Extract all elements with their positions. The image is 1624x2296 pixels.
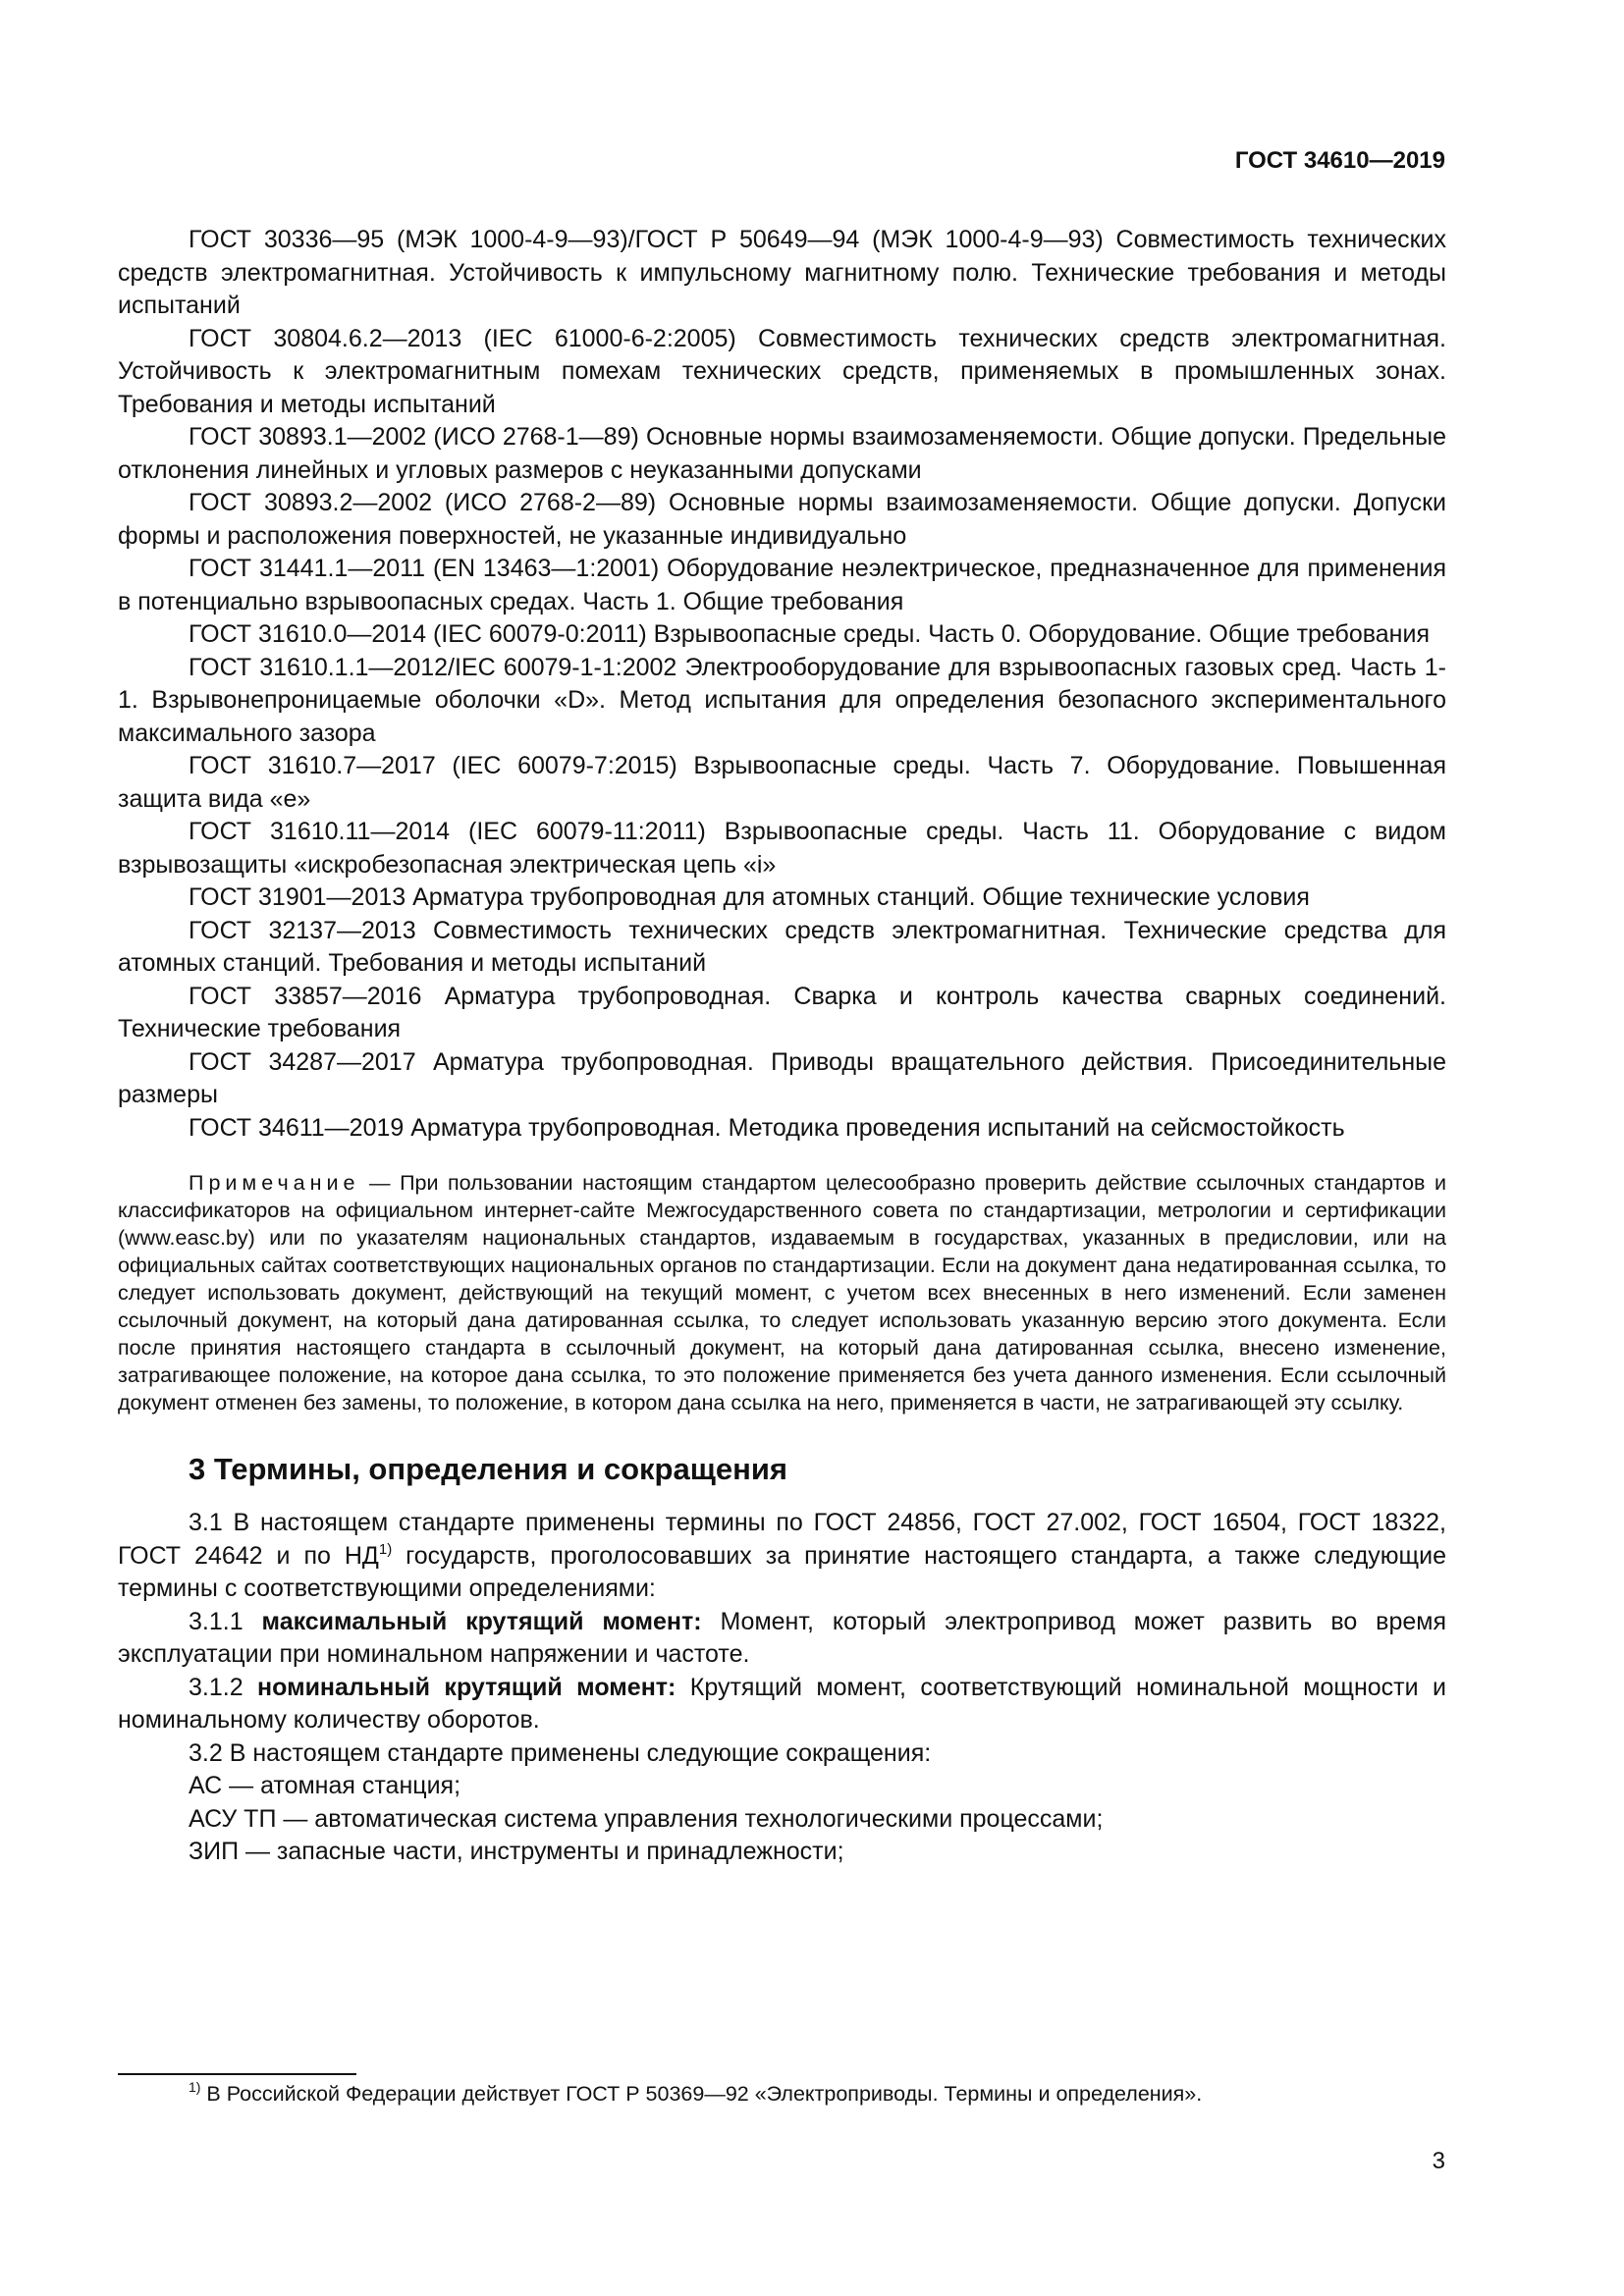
page-number: 3 [1432, 2148, 1445, 2174]
clause-3-1-text-cont: государств, проголосовавших за принятие настоящего стандарта, а также следующие термины с соответствующими определениями: [118, 1541, 1446, 1602]
abbreviation-item: АСУ ТП — автоматическая система управления технологическими процессами; [189, 1804, 1104, 1833]
section-title: 3 Термины, определения и сокращения [189, 1452, 787, 1486]
reference-item: ГОСТ 30336—95 (МЭК 1000-4-9—93)/ГОСТ Р 50649—94 (МЭК 1000-4-9—93) Совместимость технических средств электромагнитная. Устойчивость к импульсному магнитному полю. Технические требования и методы испытаний [118, 226, 1446, 319]
clause-3-2: 3.2 В настоящем стандарте применены следующие сокращения: [189, 1738, 932, 1767]
reference-item: ГОСТ 31610.0—2014 (IEC 60079-0:2011) Взрывоопасные среды. Часть 0. Оборудование. Общие требования [189, 620, 1430, 648]
footnote-text: В Российской Федерации действует ГОСТ Р 50369—92 «Электроприводы. Термины и определения». [200, 2082, 1203, 2106]
reference-item: ГОСТ 32137—2013 Совместимость технических средств электромагнитная. Технические средства для атомных станций. Требования и методы испытаний [118, 916, 1446, 977]
document-code-header: ГОСТ 34610—2019 [1234, 147, 1445, 174]
reference-item: ГОСТ 33857—2016 Арматура трубопроводная. Сварка и контроль качества сварных соединений. Технические требования [118, 982, 1446, 1042]
reference-item: ГОСТ 30804.6.2—2013 (IEC 61000-6-2:2005) Совместимость технических средств электромагнитная. Устойчивость к электромагнитным помехам технических средств, применяемых в промышленных зонах. Требования и методы испытаний [118, 324, 1446, 418]
term-number: 3.1.1 [189, 1607, 262, 1635]
reference-item: ГОСТ 34611—2019 Арматура трубопроводная. Методика проведения испытаний на сейсмостойкость [189, 1113, 1345, 1142]
term-3-1-1 [118, 1606, 1446, 1672]
footnote-divider [118, 2073, 356, 2075]
footnote-marker: 1) [189, 2079, 201, 2095]
reference-item: ГОСТ 30893.2—2002 (ИСО 2768-2—89) Основные нормы взаимозаменяемости. Общие допуски. Допуски формы и расположения поверхностей, не указанные индивидуально [118, 489, 1446, 550]
clause-3-1-text: 3.1 В настоящем стандарте применены термины по ГОСТ 24856, ГОСТ 27.002, ГОСТ 16504, ГОСТ 18322, ГОСТ 24642 и по НД [118, 1509, 1446, 1570]
reference-item: ГОСТ 31901—2013 Арматура трубопроводная для атомных станций. Общие технические условия [189, 883, 1310, 911]
reference-item: ГОСТ 31610.7—2017 (IEC 60079-7:2015) Взрывоопасные среды. Часть 7. Оборудование. Повышенная защита вида «е» [118, 752, 1446, 813]
term-name: номинальный крутящий момент: [257, 1673, 677, 1701]
reference-item: ГОСТ 31441.1—2011 (EN 13463—1:2001) Оборудование неэлектрическое, предназначенное для применения в потенциально взрывоопасных средах. Часть 1. Общие требования [118, 555, 1446, 615]
note-text: — При пользовании настоящим стандартом целесообразно проверить действие ссылочных стандартов и классификаторов на официальном интернет-сайте Межгосударственного совета по стандартизации, метрологии и сертификации (www.easc.by) или по указателям национальных стандартов, издаваемым в государствах, указанных в предисловии, или на официальных сайтах соответствующих национальных органов по стандартизации. Если на документ дана недатированная ссылка, то следует использовать документ, действующий на текущий момент, с учетом всех внесенных в него изменений. Если заменен ссылочный документ, на который дана датированная ссылка, то следует использовать указанную версию этого документа. Если после принятия настоящего стандарта в ссылочный документ, на который дана датированная ссылка, внесено изменение, затрагивающее положение, на которое дана ссылка, то это положение применяется без учета данного изменения. Если ссылочный документ отменен без замены, то положение, в котором дана ссылка на него, применяется в части, не затрагивающей эту ссылку. [118, 1171, 1446, 1415]
abbreviation-item: ЗИП — запасные части, инструменты и принадлежности; [189, 1838, 844, 1865]
page-content [118, 224, 1446, 1869]
term-number: 3.1.2 [189, 1673, 258, 1701]
term-definition: Момент, который электропривод может развить во время эксплуатации при номинальном напряжении и частоте. [118, 1607, 1446, 1668]
reference-item: ГОСТ 30893.1—2002 (ИСО 2768-1—89) Основные нормы взаимозаменяемости. Общие допуски. Предельные отклонения линейных и угловых размеров с неуказанными допусками [118, 423, 1446, 484]
note-label: Примечание [189, 1171, 360, 1195]
footnote [189, 2079, 1202, 2109]
normative-references-list [118, 224, 1446, 1145]
terms-section [118, 1507, 1446, 1869]
reference-item: ГОСТ 34287—2017 Арматура трубопроводная. Приводы вращательного действия. Присоединительные размеры [118, 1047, 1446, 1108]
abbreviation-item: АС — атомная станция; [189, 1772, 461, 1799]
term-definition: Крутящий момент, соответствующий номинальной мощности и номинальному количеству оборотов. [118, 1673, 1446, 1734]
term-3-1-2 [118, 1672, 1446, 1737]
note-paragraph [118, 1169, 1446, 1416]
clause-3-1 [118, 1507, 1446, 1606]
reference-item: ГОСТ 31610.11—2014 (IEC 60079-11:2011) Взрывоопасные среды. Часть 11. Оборудование с видом взрывозащиты «искробезопасная электрическая цепь «i» [118, 818, 1446, 879]
footnote-ref: 1) [378, 1540, 393, 1558]
term-name: максимальный крутящий момент: [261, 1607, 702, 1635]
reference-item: ГОСТ 31610.1.1—2012/IEC 60079-1-1:2002 Электрооборудование для взрывоопасных газовых сред. Часть 1-1. Взрывонепроницаемые оболочки «D». Метод испытания для определения безопасного экспериментального максимального зазора [118, 653, 1446, 747]
